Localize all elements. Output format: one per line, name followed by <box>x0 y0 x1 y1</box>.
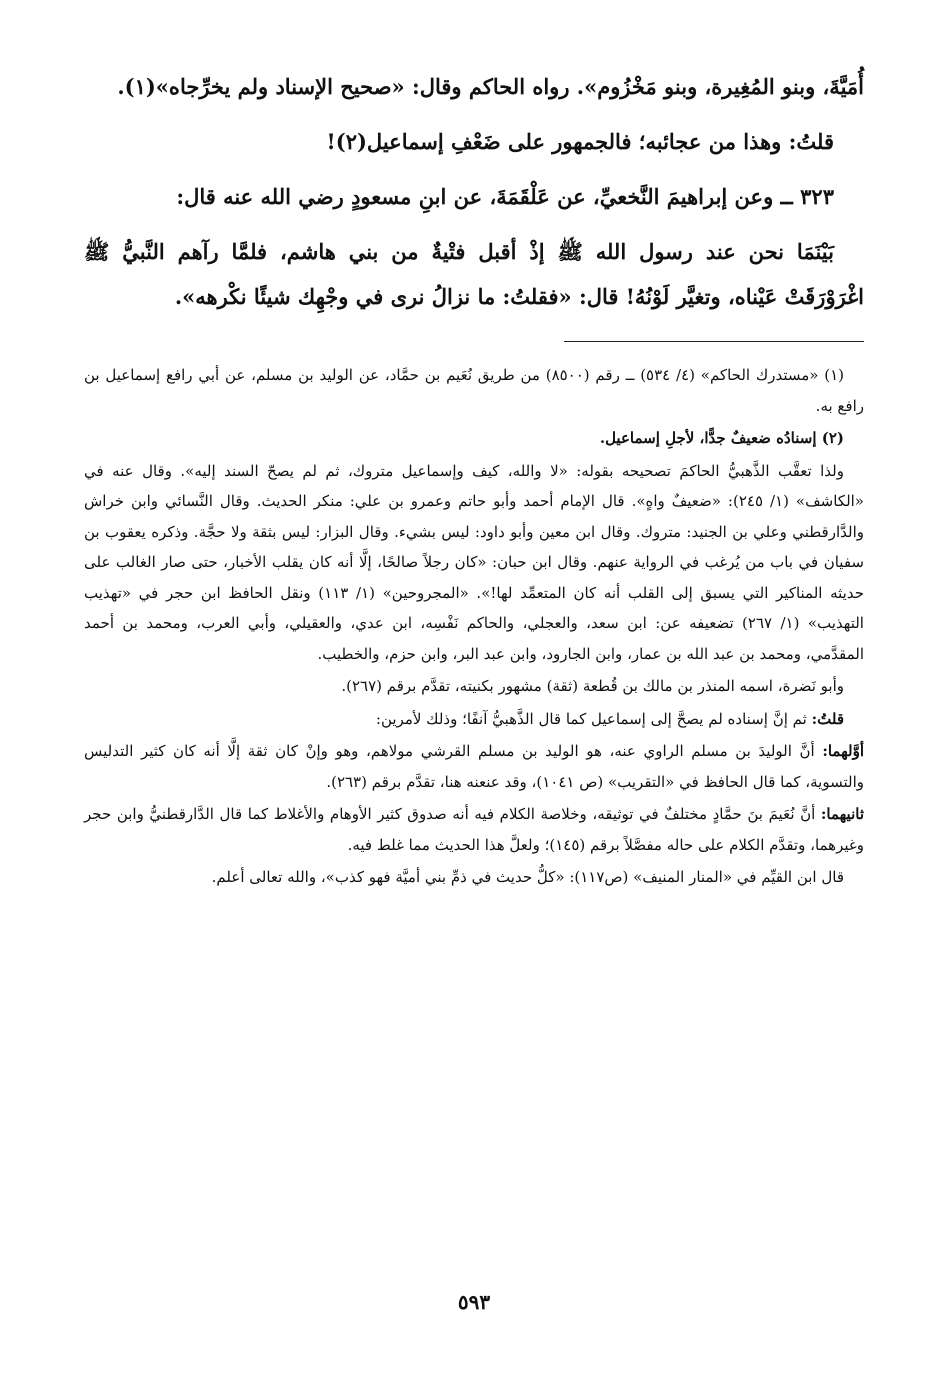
second-reason-text: أنَّ نُعَيمَ بنَ حمَّادٍ مختلفٌ في توثيقه، وخلاصة الكلام فيه أنه صدوق كثير الأوهام والأغلاط كما قال الدَّارقطنيُّ وابن حجر وغيرهما، وتقدَّم الكلام على حاله مفصَّلاً برقم (١٤٥)؛ ولعلَّ هذا الحديث مما غلط فيه. <box>84 805 864 854</box>
page-number: ٥٩٣ <box>457 1290 491 1314</box>
first-reason-label: أوَّلهما: <box>822 742 865 760</box>
main-paragraph-2: قلتُ: وهذا من عجائبه؛ فالجمهور على ضَعْفِ إسماعيل(٢)! <box>326 129 834 154</box>
first-reason-text: أنَّ الوليدَ بن مسلم الراوي عنه، هو الوليد بن مسلم القرشي مولاهم، وهو وإنْ كان ثقة إلَّا أنه كان كثير التدليس والتسوية، كما قال الحافظ في «التقريب» (ص ١٠٤١)، وقد عنعنه هنا، تقدَّم برقم (٢٦٣). <box>84 742 864 791</box>
qult-text: ثم إنَّ إسناده لم يصحَّ إلى إسماعيل كما قال الذَّهبيُّ آنفًا؛ وذلك لأمرين: <box>375 709 807 728</box>
footnote-2-ibn-qayyim: قال ابن القيِّم في «المنار المنيف» (ص١١٧): «كلُّ حديث في ذمِّ بني أميَّة فهو كذب»، والله تعالى أعلم. <box>211 868 844 886</box>
footnote-2-body: ولذا تعقَّب الذَّهبيُّ الحاكمَ تصحيحه بقوله: «لا والله، كيف وإسماعيل متروك، ثم لم يصحّ السند إليه». وقال عنه في «الكاشف» (١/ ٢٤٥): «ضعيفٌ واهٍ». قال الإمام أحمد وأبو حاتم وعمرو بن علي: منكر الحديث. وقال النَّسائي وابن خراش والدَّارقطني وعلي بن الجنيد: متروك. وقال ابن معين وأبو داود: ليس بشيء. وقال البزار: ليس بثقة ولا حجَّة. وذكره يعقوب بن سفيان في باب من يُرغب في الرواية عنهم. وقال ابن حبان: «كان رجلاً صالحًا، إلَّا أنه كان يقلب الأخبار، حتى صار الغالب على حديثه المناكير التي يسبق إلى القلب أنه كان المتعمِّد لها!». «المجروحين» (١/ ١١٣) ونقل الحافظ ابن حجر في «تهذيب التهذيب» (١/ ٢٦٧) تضعيفه عن: ابن سعد، والعجلي، والحاكم نَفْسِه، ابن عدي، والعقيلي، وأبي العرب، ومحمد بن أحمد المقدَّمي، ومحمد بن عبد الله بن عمار، وابن الجارود، وابن عبد البر، وابن حزم، والخطيب. <box>84 461 864 663</box>
main-text <box>84 64 864 319</box>
hadith-323-text: بَيْنَمَا نحن عند رسول الله ﷺ إذْ أقبل فتْيةٌ من بني هاشم، فلمَّا رآهم النَّبيُّ ﷺ اغْرَوْرَقَتْ عَيْناه، وتغيَّر لَوْنُهُ! قال: «فقلتُ: ما نزالُ نرى في وجْهِك شيئًا نكْرهه». <box>84 239 864 309</box>
footnotes <box>84 360 864 893</box>
footnote-2-second-reason <box>84 799 864 860</box>
hadith-323-heading: ٣٢٣ ــ وعن إبراهيمَ النَّخعيِّ، عن عَلْقَمَةَ، عن ابنِ مسعودٍ رضي الله عنه قال: <box>176 184 834 209</box>
footnote-separator <box>564 341 864 342</box>
footnote-1: (١) «مستدرك الحاكم» (٤/ ٥٣٤) ــ رقم (٨٥٠٠) من طريق نُعَيم بن حمَّاد، عن الوليد بن مسلم، عن أبي رافع إسماعيل بن رافع به. <box>84 366 864 415</box>
footnote-2-first-reason <box>84 736 864 797</box>
footnote-2-abu-nadra: وأبو نَضرة، اسمه المنذر بن مالك بن قُطعة (ثقة) مشهور بكنيته، تقدَّم برقم (٢٦٧). <box>341 677 844 695</box>
qult-label: قلتُ: <box>811 709 844 728</box>
footnote-2-qult <box>84 704 864 735</box>
footnote-2-heading: (٢) إسنادُه ضعيفٌ جدًّا، لأجلِ إسماعيل. <box>599 429 844 447</box>
main-paragraph-1: أُمَيَّةَ، وبنو المُغِيرة، وبنو مَخْزُوم». رواه الحاكم وقال: «صحيح الإسناد ولم يخرِّجاه»(١). <box>117 74 864 99</box>
book-page <box>84 64 864 895</box>
second-reason-label: ثانيهما: <box>820 805 864 823</box>
